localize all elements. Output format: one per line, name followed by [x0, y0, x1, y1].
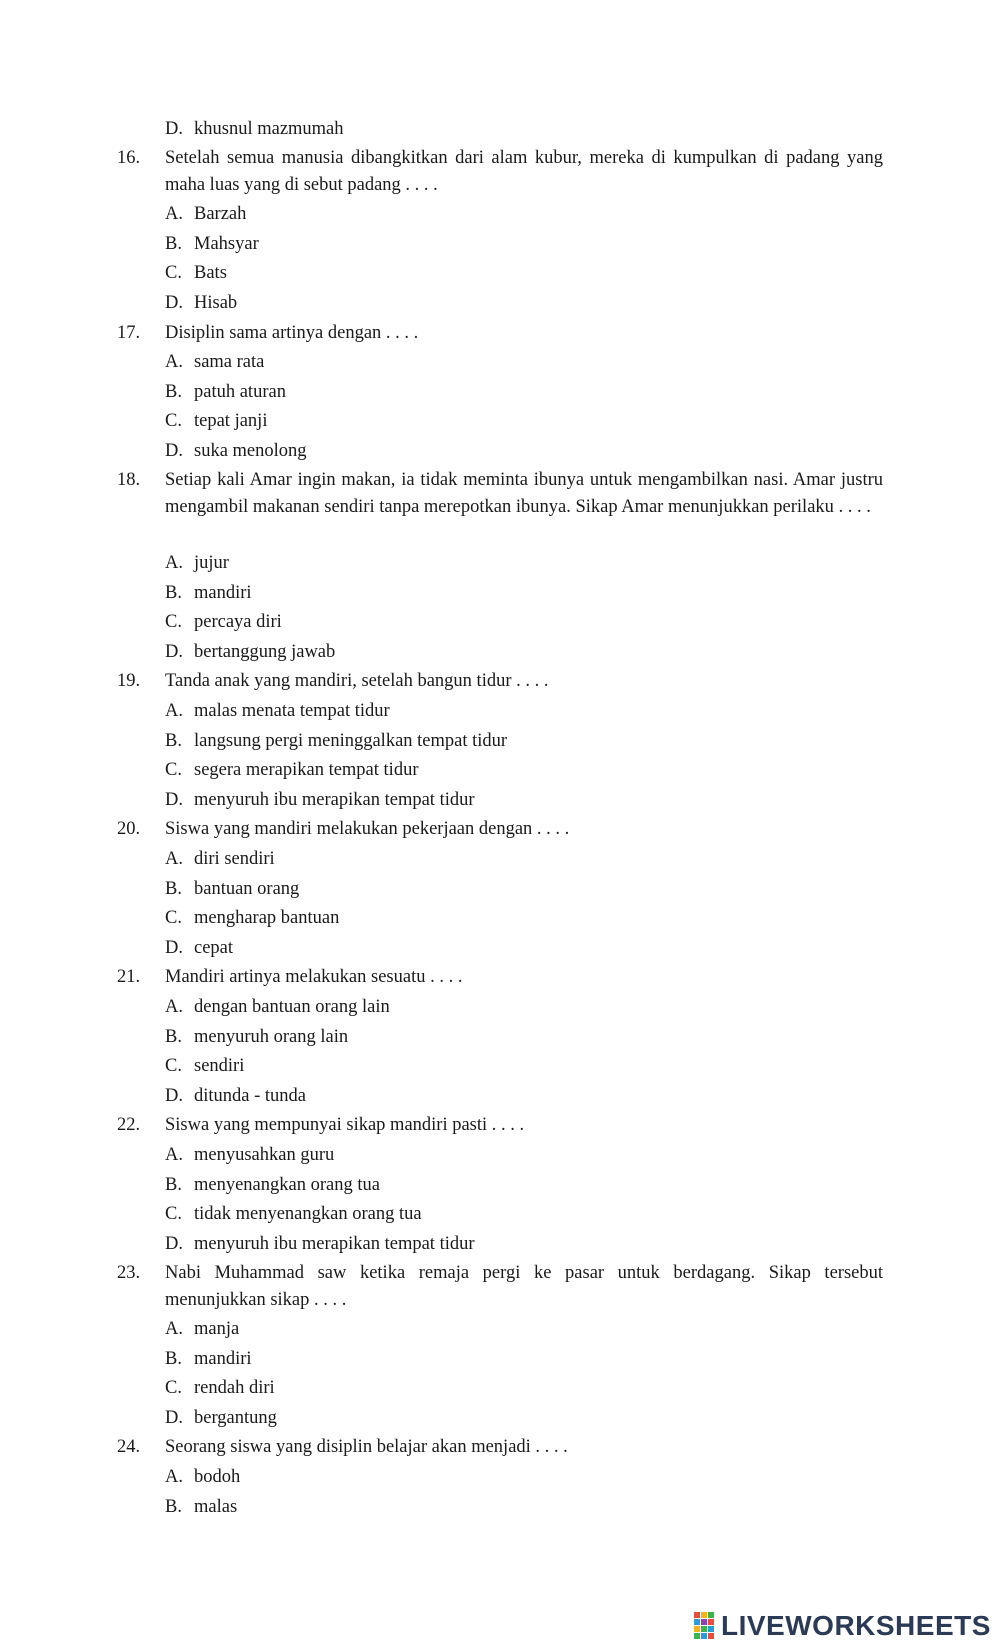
question-number: 23. [117, 1263, 141, 1283]
option-letter: D. [165, 1408, 183, 1428]
option-text: suka menolong [194, 441, 307, 461]
liveworksheets-logo-icon [694, 1612, 718, 1640]
option-text: mengharap bantuan [194, 908, 340, 928]
q22-option-a [165, 1142, 334, 1168]
q16-option-c [165, 260, 227, 286]
q21-option-c [165, 1053, 244, 1079]
q17-option-c [165, 408, 267, 434]
question-text: Seorang siswa yang disiplin belajar akan menjadi . . . . [165, 1437, 568, 1457]
option-text: rendah diri [194, 1378, 275, 1398]
option-letter: C. [165, 1056, 182, 1076]
option-letter: A. [165, 701, 183, 721]
option-text: menyenangkan orang tua [194, 1175, 380, 1195]
option-text: patuh aturan [194, 382, 286, 402]
option-letter: B. [165, 879, 182, 899]
option-letter: C. [165, 908, 182, 928]
question-18 [117, 467, 883, 520]
question-text: Mandiri artinya melakukan sesuatu . . . . [165, 967, 463, 987]
q23-option-b [165, 1346, 252, 1372]
q24-option-b [165, 1494, 237, 1520]
option-letter: B. [165, 1175, 182, 1195]
option-letter: B. [165, 731, 182, 751]
q18-option-c [165, 609, 282, 635]
option-text: cepat [194, 938, 234, 958]
option-text: bertanggung jawab [194, 642, 336, 662]
option-text: percaya diri [194, 612, 282, 632]
option-letter: D. [165, 790, 183, 810]
question-text: Setelah semua manusia dibangkitkan dari alam kubur, mereka di kumpulkan di padang yang maha luas yang di sebut padang . . . . [165, 148, 883, 195]
option-text: sama rata [194, 352, 265, 372]
question-22 [117, 1112, 883, 1139]
question-23 [117, 1260, 883, 1313]
brand-name: LIVEWORKSHEETS [721, 1610, 991, 1641]
option-letter: C. [165, 612, 182, 632]
q18-option-b [165, 580, 252, 606]
question-20 [117, 816, 883, 843]
question-21 [117, 964, 883, 991]
option-letter: D. [165, 441, 183, 461]
option-letter: C. [165, 263, 182, 283]
q19-option-b [165, 728, 507, 754]
q17-option-d [165, 438, 307, 464]
question-text: Siswa yang mandiri melakukan pekerjaan dengan . . . . [165, 819, 570, 839]
option-letter: A. [165, 1319, 183, 1339]
option-letter: B. [165, 1027, 182, 1047]
option-text: diri sendiri [194, 849, 275, 869]
option-letter: D. [165, 119, 183, 139]
q17-option-a [165, 349, 264, 375]
question-number: 18. [117, 470, 141, 490]
option-letter: D. [165, 1086, 183, 1106]
q24-option-a [165, 1464, 240, 1490]
q21-option-b [165, 1024, 348, 1050]
option-d-prev [165, 116, 344, 142]
q16-option-d [165, 290, 237, 316]
question-24 [117, 1434, 883, 1461]
q16-option-a [165, 201, 246, 227]
q22-option-d [165, 1231, 475, 1257]
option-letter: A. [165, 352, 183, 372]
q16-option-b [165, 231, 259, 257]
option-text: mandiri [194, 1349, 252, 1369]
question-number: 24. [117, 1437, 141, 1457]
option-text: malas menata tempat tidur [194, 701, 390, 721]
q23-option-d [165, 1405, 277, 1431]
option-letter: C. [165, 1378, 182, 1398]
q17-option-b [165, 379, 286, 405]
option-letter: B. [165, 382, 182, 402]
option-letter: D. [165, 293, 183, 313]
option-text: Barzah [194, 204, 247, 224]
option-letter: C. [165, 1204, 182, 1224]
option-letter: A. [165, 1467, 183, 1487]
option-text: Hisab [194, 293, 238, 313]
option-text: menyusahkan guru [194, 1145, 335, 1165]
option-text: malas [194, 1497, 238, 1517]
q20-option-d [165, 935, 233, 961]
option-letter: B. [165, 1497, 182, 1517]
option-text: tepat janji [194, 411, 268, 431]
option-text: sendiri [194, 1056, 245, 1076]
option-text: Bats [194, 263, 227, 283]
option-text: dengan bantuan orang lain [194, 997, 390, 1017]
option-text: menyuruh ibu merapikan tempat tidur [194, 790, 475, 810]
q23-option-a [165, 1316, 239, 1342]
q21-option-a [165, 994, 390, 1020]
q18-option-d [165, 639, 335, 665]
option-letter: B. [165, 583, 182, 603]
question-text: Nabi Muhammad saw ketika remaja pergi ke pasar untuk berdagang. Sikap tersebut menunjukkan sikap . . . . [165, 1263, 883, 1310]
q23-option-c [165, 1375, 275, 1401]
option-letter: A. [165, 204, 183, 224]
option-text: segera merapikan tempat tidur [194, 760, 419, 780]
option-letter: A. [165, 553, 183, 573]
option-text: manja [194, 1319, 240, 1339]
q19-option-a [165, 698, 390, 724]
question-number: 19. [117, 671, 141, 691]
q20-option-c [165, 905, 339, 931]
q19-option-d [165, 787, 475, 813]
question-text: Setiap kali Amar ingin makan, ia tidak meminta ibunya untuk mengambilkan nasi. Amar justru mengambil makanan sendiri tanpa merepotkan ibunya. Sikap Amar menunjukkan perilaku . . . . [165, 470, 883, 517]
option-letter: C. [165, 760, 182, 780]
option-text: menyuruh ibu merapikan tempat tidur [194, 1234, 475, 1254]
question-text: Siswa yang mempunyai sikap mandiri pasti . . . . [165, 1115, 525, 1135]
option-text: langsung pergi meninggalkan tempat tidur [194, 731, 508, 751]
question-16 [117, 145, 883, 198]
q20-option-a [165, 846, 275, 872]
option-letter: C. [165, 411, 182, 431]
q22-option-b [165, 1172, 380, 1198]
question-17 [117, 320, 883, 347]
option-text: bodoh [194, 1467, 241, 1487]
q19-option-c [165, 757, 418, 783]
option-letter: D. [165, 642, 183, 662]
question-number: 17. [117, 323, 141, 343]
option-text: tidak menyenangkan orang tua [194, 1204, 422, 1224]
option-text: Mahsyar [194, 234, 259, 254]
question-19 [117, 668, 883, 695]
option-text: menyuruh orang lain [194, 1027, 349, 1047]
question-number: 21. [117, 967, 141, 987]
option-text: khusnul mazmumah [194, 119, 344, 139]
question-text: Tanda anak yang mandiri, setelah bangun tidur . . . . [165, 671, 549, 691]
option-text: jujur [194, 553, 229, 573]
option-letter: D. [165, 1234, 183, 1254]
question-number: 20. [117, 819, 141, 839]
q22-option-c [165, 1201, 422, 1227]
q20-option-b [165, 876, 299, 902]
q18-option-a [165, 550, 229, 576]
q21-option-d [165, 1083, 306, 1109]
option-letter: B. [165, 1349, 182, 1369]
question-number: 22. [117, 1115, 141, 1135]
option-letter: A. [165, 849, 183, 869]
liveworksheets-brand[interactable] [694, 1609, 991, 1643]
option-letter: D. [165, 938, 183, 958]
option-letter: B. [165, 234, 182, 254]
question-number: 16. [117, 148, 141, 168]
option-text: mandiri [194, 583, 252, 603]
option-text: ditunda - tunda [194, 1086, 307, 1106]
option-letter: A. [165, 1145, 183, 1165]
option-text: bergantung [194, 1408, 277, 1428]
option-letter: A. [165, 997, 183, 1017]
option-text: bantuan orang [194, 879, 300, 899]
question-text: Disiplin sama artinya dengan . . . . [165, 323, 419, 343]
